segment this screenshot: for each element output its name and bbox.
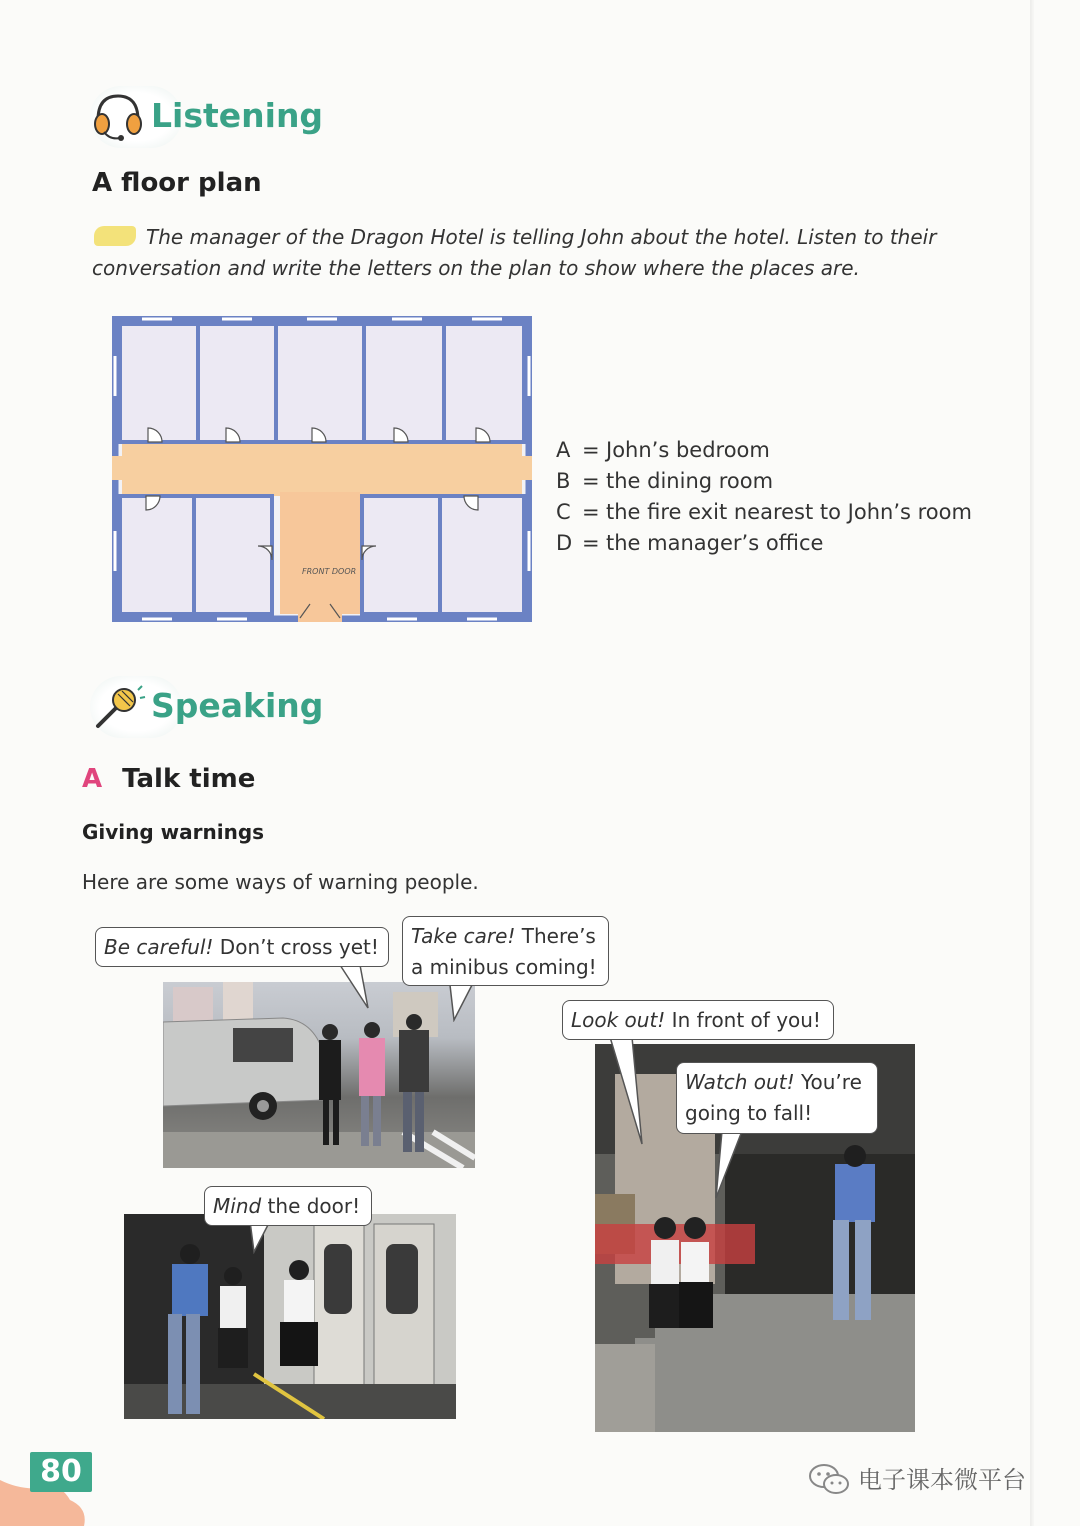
legend-item-d	[556, 528, 972, 559]
corridor	[122, 442, 522, 496]
speech-bubble-look-out	[562, 1000, 834, 1040]
speech-bubble-be-careful	[95, 927, 389, 967]
legend-text: the fire exit nearest to John’s room	[606, 500, 972, 524]
bubble-tail	[600, 1036, 650, 1146]
page-number: 80	[30, 1452, 92, 1492]
microphone-icon	[92, 682, 146, 732]
bubble-tail	[712, 1130, 752, 1200]
bubble-text: There’s	[515, 924, 596, 948]
giving-warnings-subheading: Giving warnings	[82, 820, 265, 844]
street-crossing-photo	[163, 982, 475, 1168]
train-door-photo	[124, 1214, 456, 1419]
legend-key: B	[556, 469, 571, 493]
bubble-text: a minibus coming!	[411, 955, 597, 979]
listening-title: Listening	[151, 96, 324, 135]
bubble-tail	[330, 964, 380, 1010]
legend-text: John’s bedroom	[606, 438, 770, 462]
room	[194, 496, 272, 614]
speech-bubble-take-care	[402, 916, 609, 986]
legend-item-a	[556, 435, 972, 466]
speech-bubble-mind-door	[204, 1186, 372, 1226]
floor-plan-heading: A floor plan	[92, 168, 262, 198]
bubble-text: You’re	[794, 1070, 862, 1094]
watermark-text: 电子课本微平台	[858, 1466, 1026, 1494]
bubble-tail	[440, 984, 480, 1022]
bubble-em: Be careful!	[104, 935, 214, 959]
room	[440, 496, 524, 614]
room	[362, 496, 440, 614]
exit-west	[112, 456, 124, 480]
legend-item-b	[556, 466, 972, 497]
headphones-icon	[90, 90, 146, 144]
legend-key: A	[556, 438, 571, 462]
legend-key: D	[556, 531, 573, 555]
front-door-label: FRONT DOOR	[302, 567, 357, 576]
legend-text: the manager’s office	[606, 531, 824, 555]
page-edge	[1030, 0, 1034, 1526]
room	[276, 324, 364, 442]
bubble-em: Look out!	[571, 1008, 666, 1032]
bubble-text: Don’t cross yet!	[213, 935, 379, 959]
legend-text: the dining room	[606, 469, 774, 493]
bubble-em: Mind	[213, 1194, 262, 1218]
room	[198, 324, 276, 442]
entrance-hall	[280, 492, 360, 614]
legend-eq: =	[582, 438, 600, 462]
bubble-text: going to fall!	[685, 1101, 813, 1125]
exit-east	[520, 456, 532, 480]
instruction-line-1: The manager of the Dragon Hotel is telling John about the hotel. Listen to their	[146, 225, 937, 249]
plan-legend	[556, 435, 972, 559]
bubble-em: Take care!	[411, 924, 516, 948]
talk-time-label: Talk time	[122, 764, 256, 794]
talk-time-heading	[82, 764, 255, 794]
section-letter: A	[82, 764, 103, 794]
legend-key: C	[556, 500, 571, 524]
room	[120, 324, 198, 442]
legend-eq: =	[582, 469, 600, 493]
legend-eq: =	[582, 531, 600, 555]
hotel-floor-plan	[112, 316, 532, 622]
bubble-em: Watch out!	[685, 1070, 795, 1094]
room	[364, 324, 444, 442]
speech-bubble-watch-out	[676, 1062, 878, 1134]
room	[120, 496, 194, 614]
legend-eq: =	[582, 500, 600, 524]
bubble-text: In front of you!	[665, 1008, 821, 1032]
legend-item-c	[556, 497, 972, 528]
speaking-intro: Here are some ways of warning people.	[82, 870, 479, 894]
speaking-title: Speaking	[151, 686, 324, 725]
room	[444, 324, 524, 442]
instruction-line-2: conversation and write the letters on the plan to show where the places are.	[92, 256, 860, 280]
listening-instructions	[92, 222, 992, 284]
bubble-text: the door!	[261, 1194, 361, 1218]
wechat-icon	[808, 1462, 850, 1496]
